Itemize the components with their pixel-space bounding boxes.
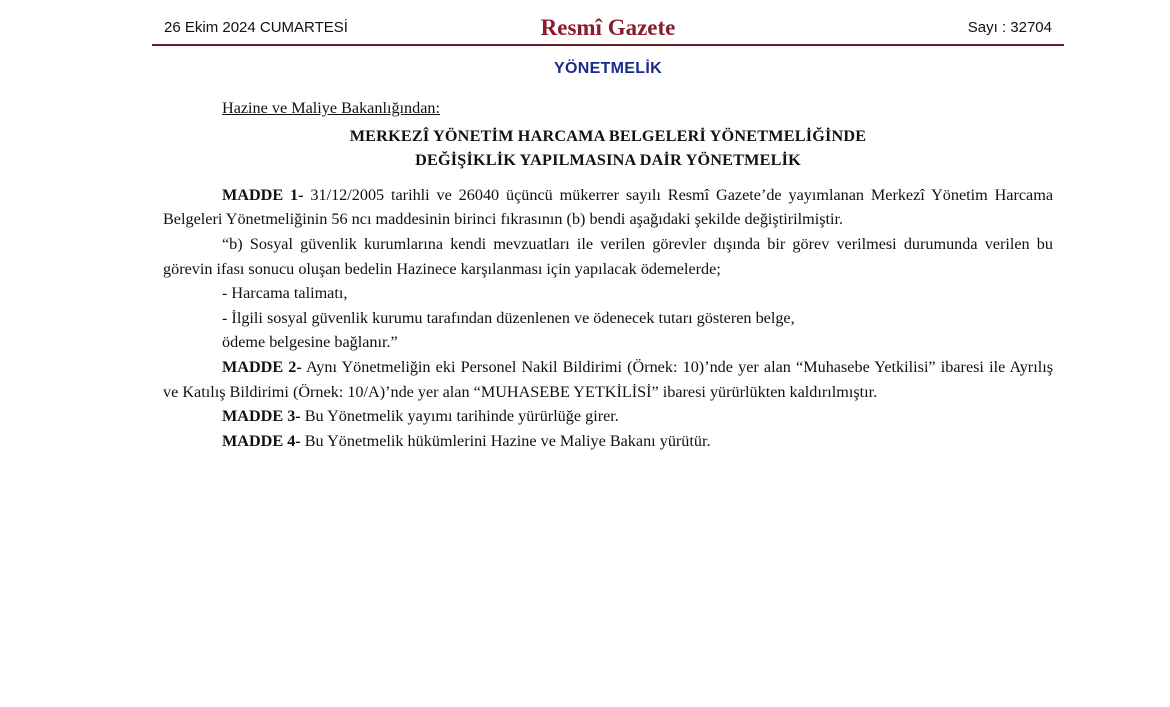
title-line-2: DEĞİŞİKLİK YAPILMASINA DAİR YÖNETMELİK (415, 151, 801, 170)
article-3-text: Bu Yönetmelik yayımı tarihinde yürürlüğe girer. (300, 407, 619, 426)
issue-number: Sayı : 32704 (967, 19, 1052, 36)
regulation-title (163, 124, 1053, 173)
title-line-1: MERKEZÎ YÖNETİM HARCAMA BELGELERİ YÖNETMELİĞİNDE (349, 126, 867, 145)
section-heading: YÖNETMELİK (554, 60, 662, 77)
issue-date: 26 Ekim 2024 CUMARTESİ (164, 19, 348, 36)
list-item-2: - İlgili sosyal güvenlik kurumu tarafından düzenlenen ve ödenecek tutarı gösteren belge, (222, 308, 795, 327)
article-4 (163, 429, 1053, 454)
article-2-label: MADDE 2- (222, 357, 302, 376)
article-1 (163, 183, 1053, 232)
article-4-text: Bu Yönetmelik hükümlerini Hazine ve Maliye Bakanı yürütür. (300, 431, 711, 450)
article-2-text: Aynı Yönetmeliğin eki Personel Nakil Bildirimi (Örnek: 10)’nde yer alan “Muhasebe Yetkilisi” ibaresi ile Ayrılış ve Katılış Bildirimi (Örnek: 10/A)’nde yer alan “MUHASEBE YETKİLİSİ” ibaresi yürürlükten kaldırılmıştır. (163, 357, 1053, 401)
header-divider (152, 44, 1064, 46)
list-item-1: - Harcama talimatı, (222, 284, 348, 303)
issuing-ministry: Hazine ve Maliye Bakanlığından: (222, 99, 441, 117)
gazette-header (152, 14, 1064, 44)
article-3-label: MADDE 3- (222, 407, 301, 426)
article-1-text: 31/12/2005 tarihli ve 26040 üçüncü mükerrer sayılı Resmî Gazete’de yayımlanan Merkezî Yönetim Harcama Belgeleri Yönetmeliğinin 56 ncı maddesinin birinci fıkrasının (b) bendi aşağıdaki şekilde değiştirilmiştir. (163, 185, 1054, 229)
article-1-label: MADDE 1- (222, 185, 304, 204)
amended-clause-b: “b) Sosyal güvenlik kurumlarına kendi mevzuatları ile verilen görevler dışında bir görev verilmesi durumunda verilen bu görevin ifası sonucu oluşan bedelin Hazinece karşılanması için yapılacak ödemelerde; (163, 234, 1053, 278)
article-2 (163, 355, 1053, 404)
article-3 (163, 404, 1053, 429)
quote-end: ödeme belgesine bağlanır.” (222, 333, 398, 352)
document-body (163, 96, 1053, 453)
article-4-label: MADDE 4- (222, 431, 301, 450)
gazette-title: Resmî Gazete (540, 15, 676, 40)
